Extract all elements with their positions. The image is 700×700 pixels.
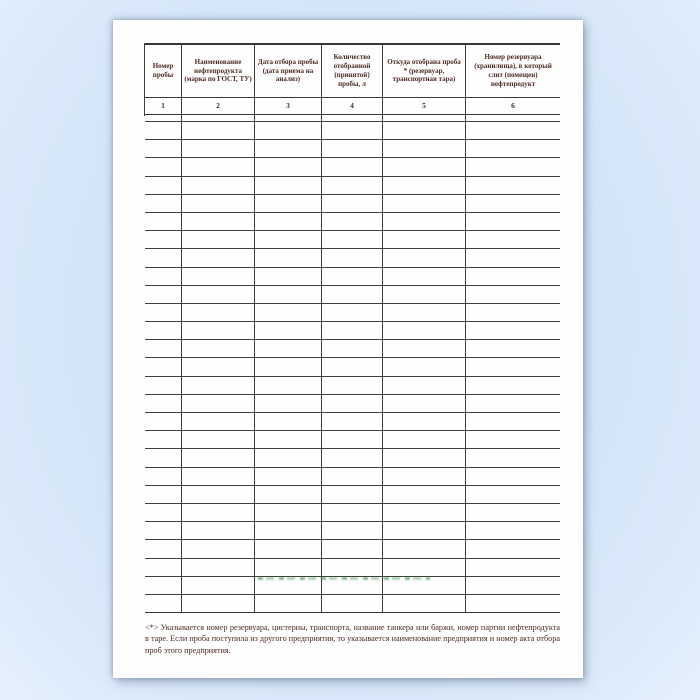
table-row	[145, 231, 560, 249]
empty-cell	[322, 449, 383, 466]
empty-cell	[383, 468, 466, 485]
empty-cell	[145, 213, 182, 230]
empty-cell	[322, 122, 383, 139]
empty-cell	[255, 177, 322, 194]
empty-cell	[383, 540, 466, 557]
document-page	[113, 20, 583, 678]
empty-cell	[383, 213, 466, 230]
empty-cell	[255, 304, 322, 321]
empty-cell	[182, 540, 255, 557]
empty-cell	[383, 268, 466, 285]
empty-cell	[255, 449, 322, 466]
empty-cell	[322, 540, 383, 557]
empty-cell	[182, 286, 255, 303]
header-cell-product-name: Наименование нефтепродукта (марка по ГОСТ, ТУ)	[182, 45, 255, 97]
table-row	[145, 431, 560, 449]
empty-cell	[322, 377, 383, 394]
table-row	[145, 195, 560, 213]
empty-cell	[466, 559, 560, 576]
empty-cell	[145, 249, 182, 266]
empty-cell	[182, 595, 255, 612]
empty-cell	[145, 122, 182, 139]
empty-cell	[322, 158, 383, 175]
empty-cell	[182, 231, 255, 248]
column-number: 6	[511, 101, 515, 110]
empty-cell	[145, 449, 182, 466]
empty-cell	[255, 122, 322, 139]
empty-cell	[255, 286, 322, 303]
column-numbers-row	[145, 98, 560, 115]
table-row	[145, 504, 560, 522]
empty-cell	[383, 522, 466, 539]
empty-cell	[145, 577, 182, 594]
empty-cell	[383, 431, 466, 448]
empty-cell	[145, 231, 182, 248]
empty-cell	[182, 358, 255, 375]
empty-cell	[466, 231, 560, 248]
table-row	[145, 522, 560, 540]
table-left-border	[144, 43, 145, 116]
header-cell-tank-number: Номер резервуара (хранилища), в который слит (помещен) нефтепродукт	[474, 53, 552, 88]
column-number: 1	[145, 98, 182, 114]
empty-cell	[145, 431, 182, 448]
empty-cell	[383, 486, 466, 503]
empty-cell	[322, 358, 383, 375]
empty-cell	[322, 213, 383, 230]
empty-cell	[322, 195, 383, 212]
empty-cell	[466, 468, 560, 485]
header-cell-sample-source: Откуда отобрана проба * (резервуар, транспортная тара)	[383, 45, 466, 97]
empty-cell	[182, 522, 255, 539]
empty-cell	[322, 268, 383, 285]
header-cell-sampling-date: Дата отбора пробы (дата приема на анализ)	[255, 45, 322, 97]
empty-cell	[255, 431, 322, 448]
empty-cell	[255, 413, 322, 430]
empty-cell	[466, 177, 560, 194]
empty-cell	[383, 595, 466, 612]
empty-cell	[466, 595, 560, 612]
empty-cell	[145, 504, 182, 521]
empty-cell	[322, 595, 383, 612]
empty-cell	[383, 177, 466, 194]
column-number: 2	[182, 98, 255, 114]
empty-cell	[466, 431, 560, 448]
empty-cell	[322, 231, 383, 248]
empty-cell	[145, 304, 182, 321]
table-row	[145, 322, 560, 340]
empty-cell	[255, 468, 322, 485]
table-row	[145, 122, 560, 140]
table-body	[145, 115, 560, 614]
empty-cell	[466, 504, 560, 521]
empty-cell	[322, 304, 383, 321]
empty-cell	[383, 115, 466, 122]
empty-cell	[383, 413, 466, 430]
empty-cell	[182, 122, 255, 139]
empty-cell	[255, 377, 322, 394]
empty-cell	[145, 559, 182, 576]
empty-cell	[182, 468, 255, 485]
table-row	[145, 486, 560, 504]
empty-cell	[466, 377, 560, 394]
empty-cell	[255, 115, 322, 122]
empty-cell	[383, 231, 466, 248]
empty-cell	[255, 540, 322, 557]
empty-cell	[255, 213, 322, 230]
empty-cell	[466, 395, 560, 412]
empty-cell	[145, 358, 182, 375]
empty-cell	[255, 249, 322, 266]
empty-cell	[255, 340, 322, 357]
empty-cell	[145, 486, 182, 503]
empty-cell	[145, 340, 182, 357]
empty-cell	[466, 322, 560, 339]
table-row	[145, 249, 560, 267]
empty-cell	[383, 286, 466, 303]
empty-cell	[182, 377, 255, 394]
table-row	[145, 595, 560, 613]
header-cell-sample-number: Номер пробы	[145, 45, 182, 97]
empty-cell	[182, 486, 255, 503]
table-header-row	[145, 43, 560, 98]
empty-cell	[383, 449, 466, 466]
table-row	[145, 559, 560, 577]
empty-cell	[466, 158, 560, 175]
empty-cell	[466, 304, 560, 321]
empty-cell	[145, 522, 182, 539]
empty-cell	[182, 140, 255, 157]
empty-cell	[383, 122, 466, 139]
table-row	[145, 286, 560, 304]
table-row	[145, 177, 560, 195]
empty-cell	[182, 395, 255, 412]
empty-cell	[182, 413, 255, 430]
empty-cell	[145, 115, 182, 122]
empty-cell	[145, 595, 182, 612]
empty-cell	[255, 140, 322, 157]
empty-cell	[466, 195, 560, 212]
empty-cell	[466, 115, 560, 122]
empty-cell	[255, 358, 322, 375]
empty-cell	[466, 358, 560, 375]
empty-cell	[255, 522, 322, 539]
header-cell-quantity: Количество отобранной (принятой) пробы, л	[322, 45, 383, 97]
table-header-section	[145, 43, 560, 115]
empty-cell	[182, 304, 255, 321]
table-row	[145, 213, 560, 231]
empty-cell	[466, 122, 560, 139]
empty-cell	[466, 286, 560, 303]
empty-cell	[255, 395, 322, 412]
empty-cell	[322, 486, 383, 503]
empty-cell	[255, 559, 322, 576]
empty-cell	[182, 340, 255, 357]
empty-cell	[145, 377, 182, 394]
empty-cell	[182, 213, 255, 230]
table-row	[145, 268, 560, 286]
empty-cell	[383, 195, 466, 212]
table-row	[145, 340, 560, 358]
empty-cell	[322, 322, 383, 339]
empty-cell	[383, 304, 466, 321]
table-row	[145, 468, 560, 486]
empty-cell	[466, 540, 560, 557]
empty-cell	[383, 158, 466, 175]
empty-cell	[383, 322, 466, 339]
empty-cell	[322, 340, 383, 357]
empty-cell	[255, 322, 322, 339]
empty-cell	[145, 140, 182, 157]
table-row	[145, 395, 560, 413]
table-row	[145, 140, 560, 158]
empty-cell	[145, 468, 182, 485]
column-number: 5	[383, 98, 466, 114]
empty-cell	[182, 322, 255, 339]
empty-cell	[145, 322, 182, 339]
empty-cell	[255, 486, 322, 503]
empty-cell	[322, 559, 383, 576]
empty-cell	[322, 286, 383, 303]
empty-cell	[255, 158, 322, 175]
empty-cell	[145, 286, 182, 303]
empty-cell	[145, 413, 182, 430]
table-row-spacer	[145, 115, 560, 123]
empty-cell	[255, 595, 322, 612]
empty-cell	[383, 140, 466, 157]
empty-cell	[182, 577, 255, 594]
empty-cell	[383, 377, 466, 394]
empty-cell	[383, 249, 466, 266]
table-row	[145, 377, 560, 395]
empty-cell	[182, 431, 255, 448]
empty-cell	[182, 504, 255, 521]
table-row	[145, 413, 560, 431]
empty-cell	[322, 431, 383, 448]
empty-cell	[383, 340, 466, 357]
empty-cell	[466, 213, 560, 230]
empty-cell	[322, 468, 383, 485]
empty-cell	[466, 340, 560, 357]
empty-cell	[383, 395, 466, 412]
empty-cell	[182, 249, 255, 266]
empty-cell	[145, 177, 182, 194]
empty-cell	[255, 231, 322, 248]
empty-cell	[466, 413, 560, 430]
footnote: <*> Указывается номер резервуара, цистерны, транспорта, название танкера или баржи, номер партии нефтепродукта в таре. Если проба поступила из другого предприятия, то указывается наименование предприятия и номер акта отбора проб этого предприятия.	[145, 623, 560, 655]
empty-cell	[383, 504, 466, 521]
empty-cell	[383, 559, 466, 576]
empty-cell	[466, 249, 560, 266]
empty-cell	[466, 140, 560, 157]
green-watermark	[258, 577, 430, 580]
empty-cell	[145, 395, 182, 412]
empty-cell	[145, 195, 182, 212]
column-number: 4	[322, 98, 383, 114]
empty-cell	[145, 268, 182, 285]
empty-cell	[322, 249, 383, 266]
column-number: 3	[255, 98, 322, 114]
empty-cell	[466, 449, 560, 466]
table-row	[145, 158, 560, 176]
empty-cell	[182, 268, 255, 285]
empty-cell	[182, 158, 255, 175]
empty-cell	[322, 413, 383, 430]
empty-cell	[182, 195, 255, 212]
empty-cell	[182, 449, 255, 466]
empty-cell	[182, 115, 255, 122]
empty-cell	[322, 395, 383, 412]
empty-cell	[322, 140, 383, 157]
empty-cell	[466, 522, 560, 539]
table-row	[145, 540, 560, 558]
empty-cell	[322, 504, 383, 521]
empty-cell	[466, 268, 560, 285]
samples-register-table	[145, 43, 560, 613]
empty-cell	[255, 268, 322, 285]
empty-cell	[322, 522, 383, 539]
empty-cell	[322, 115, 383, 122]
empty-cell	[182, 559, 255, 576]
table-row	[145, 449, 560, 467]
empty-cell	[145, 540, 182, 557]
empty-cell	[255, 504, 322, 521]
empty-cell	[322, 177, 383, 194]
empty-cell	[255, 195, 322, 212]
empty-cell	[182, 177, 255, 194]
empty-cell	[466, 577, 560, 594]
empty-cell	[383, 358, 466, 375]
table-row	[145, 304, 560, 322]
empty-cell	[145, 158, 182, 175]
empty-cell	[466, 486, 560, 503]
table-row	[145, 358, 560, 376]
